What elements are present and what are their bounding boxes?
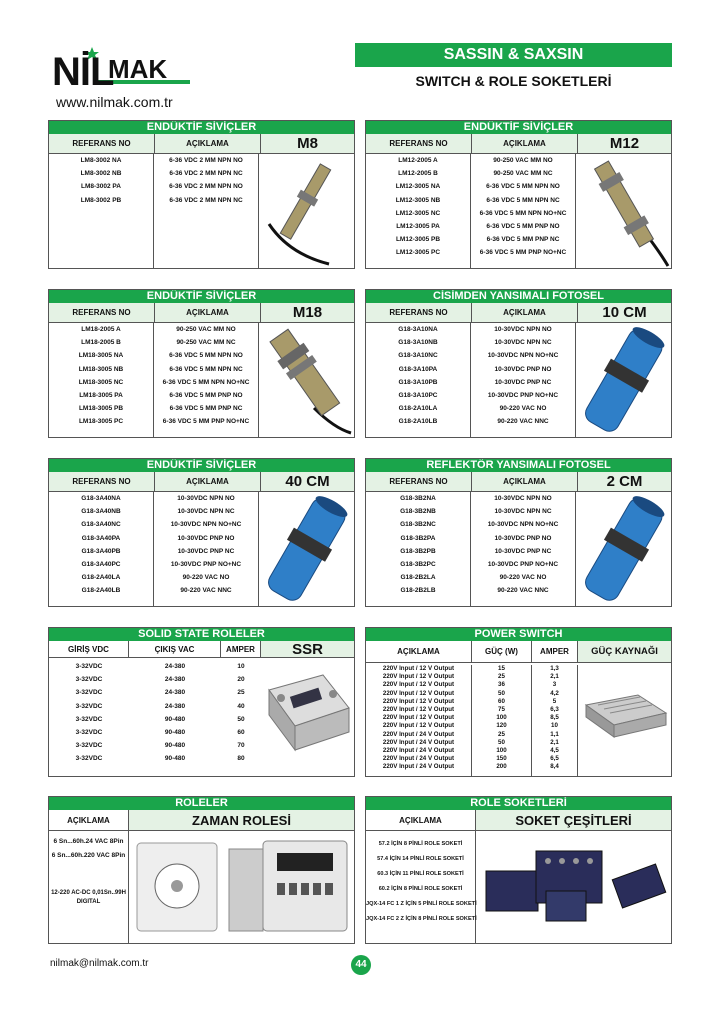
list-item: LM12-3005 PA <box>396 223 440 231</box>
list-item: 6-36 VDC 5 MM NPN NO+NC <box>479 209 567 217</box>
panel-title: ROLE SOKETLERİ <box>366 797 671 810</box>
list-item: 4,2 <box>550 689 559 697</box>
list-item: 10-30VDC PNP NO <box>177 534 235 542</box>
panel-title: REFLEKTÖR YANSIMALI FOTOSEL <box>366 459 671 472</box>
list-item: 6-36 VDC 5 MM NPN NO <box>169 352 243 360</box>
list-item: 75 <box>498 706 505 714</box>
list-item: G18-3B2PC <box>400 561 436 569</box>
list-item: 120 <box>496 722 507 730</box>
list-item: 6-36 VDC 5 MM NPN NO <box>486 183 560 191</box>
list-item: 10-30VDC NPN NC <box>494 508 552 516</box>
list-item: 6-36 VDC 2 MM NPN NO <box>169 183 243 191</box>
list-item: LM12-3005 PC <box>395 249 441 257</box>
list-item: 6 Sn...60h.24 VAC 8Pin <box>53 838 124 845</box>
list-item: G18-3A40PC <box>81 561 121 569</box>
list-item: G18-3B2NC <box>400 521 436 529</box>
list-item: G18-3A10PB <box>398 378 438 386</box>
product-image-timer-relay <box>129 831 354 943</box>
list-item: 6-36 VDC 5 MM PNP NO+NC <box>479 249 567 257</box>
list-item: 90-480 <box>164 755 186 763</box>
list-item: 90-220 VAC NNC <box>180 587 232 595</box>
list-item: LM18-3005 NA <box>78 352 124 360</box>
panel-power-switch <box>365 627 672 777</box>
list-item: 2,1 <box>550 738 559 746</box>
panel-title: SOLID STATE ROLELER <box>49 628 354 641</box>
list-item: G18-3A40PB <box>81 547 121 555</box>
list-item: 6-36 VDC 5 MM NPN NC <box>486 196 560 204</box>
list-item: 3-32VDC <box>75 729 103 737</box>
list-item: 220V Input / 12 V Output <box>382 673 455 681</box>
list-item: G18-3A40NA <box>81 495 121 502</box>
ref-column <box>49 323 154 437</box>
list-item: 10-30VDC PNP NO+NC <box>487 392 559 400</box>
list-item: G18-3A40PA <box>81 534 121 542</box>
header-size: 40 CM <box>261 472 354 491</box>
desc-column <box>154 154 259 268</box>
list-item: 6-36 VDC 5 MM PNP NO <box>486 223 560 231</box>
list-item: G18-3A10NC <box>398 352 438 360</box>
list-item: 220V Input / 12 V Output <box>382 689 455 697</box>
ref-column <box>49 154 154 268</box>
list-item: 12-220 AC-DC 0,01Sn..99H DIGITAL <box>51 890 126 905</box>
header-amp: AMPER <box>221 641 261 657</box>
list-item: 90-220 VAC NO <box>499 574 547 582</box>
out-column <box>129 660 221 776</box>
panel-m8 <box>48 120 355 269</box>
ref-column <box>49 492 154 606</box>
list-item: 20 <box>237 676 245 684</box>
list-item: G18-3A10NB <box>398 339 438 347</box>
amp-column <box>221 660 261 776</box>
panel-roleler <box>48 796 355 944</box>
list-item: 10-30VDC PNP NC <box>177 547 235 555</box>
header-desc: AÇIKLAMA <box>472 134 578 153</box>
product-image-sensor <box>259 154 354 268</box>
desc-column <box>471 323 576 437</box>
list-item: LM18-3005 NC <box>78 378 124 386</box>
header-size: 2 CM <box>578 472 671 491</box>
list-item: 80 <box>237 755 245 763</box>
product-image-sensor <box>576 154 671 268</box>
header-desc: AÇIKLAMA <box>155 303 261 322</box>
list-item: 25 <box>237 689 245 697</box>
list-item: G18-3B2PB <box>400 547 436 555</box>
list-item: 10 <box>551 722 558 730</box>
list-item: 90-250 VAC MM NC <box>493 170 553 178</box>
header-size: M18 <box>261 303 354 322</box>
list-item: 25 <box>498 730 505 738</box>
website-url[interactable]: www.nilmak.com.tr <box>56 94 173 110</box>
list-item: 40 <box>237 702 245 710</box>
product-image-relay-sockets <box>476 831 671 943</box>
list-item: 10-30VDC PNP NC <box>494 378 552 386</box>
desc-column <box>471 492 576 606</box>
list-item: 50 <box>498 689 505 697</box>
panel-cisim-fotosel <box>365 289 672 438</box>
product-image-photocell <box>576 492 671 606</box>
panel-title: POWER SWITCH <box>366 628 671 641</box>
list-item: 90-480 <box>164 715 186 723</box>
list-item: 60.3 İÇİN 11 PİNLİ ROLE SOKETİ <box>377 871 464 877</box>
list-item: LM18-3005 PC <box>78 418 124 426</box>
ref-column <box>366 154 471 268</box>
brand-name-b: MAK <box>108 54 168 84</box>
list-item: 6-36 VDC 5 MM NPN NO+NC <box>162 378 250 386</box>
list-item: 90-480 <box>164 729 186 737</box>
panel-title: ENDÜKTİF SİVİÇLER <box>49 121 354 134</box>
list-item: 90-220 VAC NO <box>499 405 547 413</box>
list-item: 220V Input / 12 V Output <box>382 722 455 730</box>
amp-column <box>532 665 578 776</box>
header-ref: REFERANS NO <box>49 472 155 491</box>
list-item: 10-30VDC PNP NO <box>494 365 552 373</box>
list-item: 10-30VDC NPN NO+NC <box>487 521 559 529</box>
list-item: 90-480 <box>164 742 186 750</box>
list-item: G18-2B2LB <box>400 587 436 595</box>
list-item: 6 Sn...60h.220 VAC 8Pin <box>51 852 126 859</box>
list-item: 24-380 <box>164 689 186 697</box>
list-item: G18-2A40LB <box>81 587 121 595</box>
header-desc: AÇIKLAMA <box>366 641 472 662</box>
panel-title: ENDÜKTİF SİVİÇLER <box>366 121 671 134</box>
page-title: SASSIN & SAXSIN <box>355 43 672 67</box>
header-desc: AÇIKLAMA <box>155 134 261 153</box>
power-column <box>472 665 532 776</box>
list-item: 10-30VDC PNP NO <box>494 534 552 542</box>
footer-email[interactable]: nilmak@nilmak.com.tr <box>50 958 149 969</box>
desc-column <box>154 492 259 606</box>
list-item: 150 <box>496 755 507 763</box>
list-item: G18-3B2NA <box>400 495 436 502</box>
list-item: LM12-3005 NA <box>395 183 441 191</box>
list-item: 60.2 İÇİN 8 PİNLİ ROLE SOKETİ <box>378 886 463 892</box>
product-image-power-supply <box>578 665 671 776</box>
list-item: 10-30VDC NPN NO <box>494 495 552 502</box>
in-column <box>49 660 129 776</box>
list-item: G18-3B2PA <box>400 534 436 542</box>
list-item: LM18-3005 NB <box>78 365 124 373</box>
list-item: G18-2A10LB <box>398 418 438 426</box>
list-item: 10-30VDC NPN NO+NC <box>487 352 559 360</box>
list-item: LM12-2005 B <box>398 170 438 178</box>
header-desc: AÇIKLAMA <box>49 810 129 830</box>
list-item: G18-3A10PC <box>398 392 438 400</box>
list-item: 50 <box>498 738 505 746</box>
list-item: G18-3A10PA <box>398 365 438 373</box>
list-item: G18-2A10LA <box>398 405 438 413</box>
list-item: G18-2A40LA <box>81 574 121 582</box>
list-item: 220V Input / 12 V Output <box>382 665 455 672</box>
list-item: 90-250 VAC MM NO <box>493 157 553 164</box>
list-item: 6-36 VDC 5 MM PNP NO <box>169 392 243 400</box>
list-item: LM18-2005 A <box>81 326 121 333</box>
list-item: 6-36 VDC 2 MM NPN NC <box>169 196 243 204</box>
header-type: GÜÇ KAYNAĞI <box>578 641 671 662</box>
list-item: 24-380 <box>164 702 186 710</box>
list-item: 90-220 VAC NNC <box>497 418 549 426</box>
list-item: LM8-3002 NB <box>80 170 122 178</box>
list-item: 2,1 <box>550 673 559 681</box>
header-ref: REFERANS NO <box>49 134 155 153</box>
brand-logo <box>52 44 192 96</box>
header-power: GÜÇ (W) <box>472 641 532 662</box>
header-type: ZAMAN ROLESİ <box>129 810 354 830</box>
list-item: 6,3 <box>550 706 559 714</box>
desc-column <box>154 323 259 437</box>
header-desc: AÇIKLAMA <box>366 810 476 830</box>
list-item: 90-250 VAC MM NC <box>176 339 236 347</box>
list-item: 3-32VDC <box>75 663 103 670</box>
list-item: 220V Input / 24 V Output <box>382 755 455 763</box>
list-item: 10-30VDC NPN NO+NC <box>170 521 242 529</box>
list-item: LM18-2005 B <box>81 339 121 347</box>
header-desc: AÇIKLAMA <box>155 472 261 491</box>
list-item: 10-30VDC PNP NO+NC <box>170 561 242 569</box>
header-type: SOKET ÇEŞİTLERİ <box>476 810 671 830</box>
header-out: ÇIKIŞ VAC <box>129 641 221 657</box>
list-item: 3-32VDC <box>75 755 103 763</box>
header-type: SSR <box>261 641 354 657</box>
list-item: 100 <box>496 714 507 722</box>
panel-title: ENDÜKTİF SİVİÇLER <box>49 459 354 472</box>
list-item: 10-30VDC NPN NO <box>494 326 552 333</box>
list-item: 10-30VDC NPN NC <box>494 339 552 347</box>
list-item: 3 <box>552 681 557 689</box>
page-subtitle: SWITCH & ROLE SOKETLERİ <box>415 73 612 89</box>
list-item: 24-380 <box>164 676 186 684</box>
list-item: 36 <box>498 681 505 689</box>
header-size: M8 <box>261 134 354 153</box>
panel-m18 <box>48 289 355 438</box>
list-item: 3-32VDC <box>75 676 103 684</box>
ref-column <box>366 323 471 437</box>
panel-title: ENDÜKTİF SİVİÇLER <box>49 290 354 303</box>
list-item: 220V Input / 24 V Output <box>382 747 455 755</box>
list-item: G18-3A10NA <box>398 326 438 333</box>
header-desc: AÇIKLAMA <box>472 303 578 322</box>
list-item: 10-30VDC NPN NC <box>177 508 235 516</box>
list-item: 90-220 VAC NO <box>182 574 230 582</box>
list-item: LM12-3005 NB <box>395 196 441 204</box>
desc-column <box>471 154 576 268</box>
desc-column <box>366 831 476 943</box>
list-item: 220V Input / 12 V Output <box>382 706 455 714</box>
header-amp: AMPER <box>532 641 578 662</box>
list-item: 3-32VDC <box>75 702 103 710</box>
header-ref: REFERANS NO <box>366 303 472 322</box>
product-image-photocell <box>576 323 671 437</box>
list-item: LM12-2005 A <box>398 157 438 164</box>
list-item: 4,5 <box>550 747 559 755</box>
desc-column <box>49 831 129 943</box>
list-item: 220V Input / 24 V Output <box>382 738 455 746</box>
panel-reflektor-fotosel <box>365 458 672 607</box>
list-item: 8,5 <box>550 714 559 722</box>
list-item: 57.4 İÇİN 14 PİNLİ ROLE SOKETİ <box>377 856 464 862</box>
panel-40cm <box>48 458 355 607</box>
list-item: 10 <box>237 663 245 670</box>
list-item: 220V Input / 12 V Output <box>382 681 455 689</box>
list-item: G18-3A40NC <box>81 521 121 529</box>
panel-role-soketleri <box>365 796 672 944</box>
list-item: 90-220 VAC NNC <box>497 587 549 595</box>
list-item: 220V Input / 12 V Output <box>382 697 455 705</box>
list-item: 3-32VDC <box>75 715 103 723</box>
list-item: LM12-3005 NC <box>395 209 441 217</box>
list-item: 90-250 VAC MM NO <box>176 326 236 333</box>
list-item: 220V Input / 24 V Output <box>382 730 455 738</box>
page-number: 44 <box>351 955 371 975</box>
list-item: 200 <box>496 763 507 771</box>
panel-title: CİSİMDEN YANSIMALI FOTOSEL <box>366 290 671 303</box>
header-in: GİRİŞ VDC <box>49 641 129 657</box>
header-ref: REFERANS NO <box>366 472 472 491</box>
list-item: LM8-3002 PB <box>80 196 122 204</box>
list-item: 60 <box>498 697 505 705</box>
list-item: 6-36 VDC 5 MM PNP NO+NC <box>162 418 250 426</box>
list-item: JQX-14 FC 2 Z İÇİN 8 PİNLİ ROLE SOKETİ <box>366 916 477 922</box>
list-item: LM18-3005 PA <box>79 392 123 400</box>
list-item: 10-30VDC PNP NO+NC <box>487 561 559 569</box>
list-item: JQX-14 FC 1 Z İÇİN 5 PİNLİ ROLE SOKETİ <box>366 901 477 907</box>
list-item: 6-36 VDC 5 MM PNP NC <box>486 236 560 244</box>
header-ref: REFERANS NO <box>49 303 155 322</box>
list-item: 6-36 VDC 2 MM NPN NC <box>169 170 243 178</box>
list-item: 220V Input / 12 V Output <box>382 714 455 722</box>
list-item: 220V Input / 24 V Output <box>382 763 455 771</box>
list-item: LM18-3005 PB <box>78 405 124 413</box>
list-item: 70 <box>237 742 245 750</box>
list-item: LM8-3002 PA <box>81 183 121 191</box>
list-item: 6,5 <box>550 755 559 763</box>
list-item: G18-3B2NB <box>400 508 436 516</box>
list-item: LM8-3002 NA <box>80 157 122 164</box>
panel-m12 <box>365 120 672 269</box>
panel-ssr <box>48 627 355 777</box>
product-image-sensor <box>259 323 354 437</box>
list-item: LM12-3005 PB <box>395 236 441 244</box>
list-item: 5 <box>552 697 557 705</box>
list-item: 10-30VDC PNP NC <box>494 547 552 555</box>
list-item: G18-2B2LA <box>400 574 436 582</box>
ref-column <box>366 492 471 606</box>
header-size: 10 CM <box>578 303 671 322</box>
header-ref: REFERANS NO <box>366 134 472 153</box>
list-item: 50 <box>237 715 245 723</box>
list-item: 15 <box>498 665 505 672</box>
list-item: 1,1 <box>550 730 559 738</box>
list-item: 24-380 <box>164 663 186 670</box>
list-item: 57.2 İÇİN 8 PİNLİ ROLE SOKETİ <box>378 841 463 847</box>
header-size: M12 <box>578 134 671 153</box>
product-image-photocell <box>259 492 354 606</box>
desc-column <box>366 665 472 776</box>
list-item: G18-3A40NB <box>81 508 121 516</box>
list-item: 3-32VDC <box>75 689 103 697</box>
panel-title: ROLELER <box>49 797 354 810</box>
list-item: 10-30VDC NPN NO <box>177 495 235 502</box>
list-item: 6-36 VDC 5 MM PNP NC <box>169 405 243 413</box>
list-item: 100 <box>496 747 507 755</box>
product-image-ssr <box>261 660 354 776</box>
list-item: 3-32VDC <box>75 742 103 750</box>
list-item: 6-36 VDC 2 MM NPN NO <box>169 157 243 164</box>
list-item: 25 <box>498 673 505 681</box>
list-item: 6-36 VDC 5 MM NPN NC <box>169 365 243 373</box>
brand-name-a: NİL <box>52 50 114 94</box>
list-item: 8,4 <box>550 763 559 771</box>
list-item: 60 <box>237 729 245 737</box>
header-desc: AÇIKLAMA <box>472 472 578 491</box>
list-item: 1,3 <box>550 665 559 672</box>
